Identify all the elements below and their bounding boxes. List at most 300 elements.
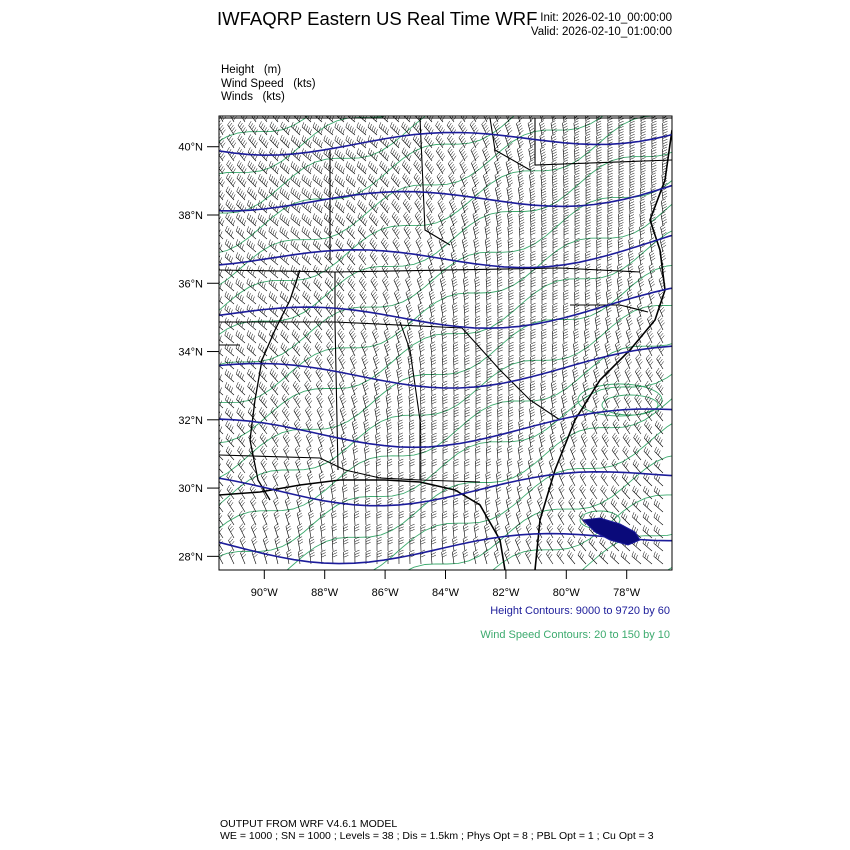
wind-barb-flag [222, 194, 225, 198]
wind-barb-flag [365, 155, 367, 160]
wind-barb-flag [282, 293, 284, 298]
wind-barb-flag [597, 186, 602, 188]
wind-barb-flag [629, 258, 633, 260]
wind-barb-flag [426, 199, 429, 203]
wind-barb-flag [454, 310, 458, 312]
wind-barb-flag [349, 303, 352, 307]
wind-barb-flag [574, 121, 579, 123]
wind-barb-flag [464, 258, 468, 261]
wind-barb-flag [232, 127, 235, 131]
wind-barb-flag [439, 151, 442, 155]
wind-barb-flag [376, 181, 378, 186]
wind-barb-flag [419, 205, 422, 209]
wind-barb-flag [630, 186, 635, 188]
wind-barb-flag [341, 167, 343, 172]
wind-barb-flag [280, 135, 282, 140]
wind-barb-flag [280, 188, 282, 193]
wind-barb-flag [487, 373, 492, 375]
wind-barb-flag [564, 282, 569, 284]
wind-barb-flag [436, 147, 439, 151]
wind-barb-flag [326, 111, 328, 116]
wind-barb-flag [438, 199, 441, 203]
wind-barb-flag [443, 371, 448, 373]
wind-barb-flag [641, 147, 646, 149]
wind-barb-flag [215, 239, 217, 244]
wind-barb-flag [473, 125, 476, 129]
wind-barb-flag [541, 175, 546, 177]
wind-barb-flag [575, 259, 580, 261]
wind-barb-flag [453, 316, 457, 318]
wind-barb-flag [368, 148, 370, 153]
wind-barb-flag [420, 368, 424, 370]
wind-barb-flag [465, 360, 470, 362]
wind-barb-flag [453, 208, 457, 211]
wind-barb-flag [608, 256, 613, 258]
wind-barb-flag [295, 165, 297, 170]
wind-barb-flag [597, 210, 602, 212]
wind-barb-flag [406, 240, 409, 244]
wind-barb-flag [663, 113, 668, 115]
wind-barb-flag [635, 368, 638, 372]
wind-barb-flag [408, 205, 411, 209]
wind-barb [282, 386, 289, 396]
wind-barb-flag [617, 277, 621, 280]
wind-barb-flag [641, 158, 646, 160]
wind-barb-flag [509, 389, 514, 391]
wind-barb-flag [619, 132, 624, 134]
wind-barb-flag [238, 280, 240, 285]
wind-barb-flag [641, 171, 646, 173]
wind-barb-flag [247, 200, 249, 205]
wind-barb-flag [247, 356, 249, 361]
wind-barb-flag [233, 194, 235, 198]
wind-barb-flag [531, 251, 536, 253]
wind-barb [405, 254, 410, 265]
wind-barb-flag [531, 196, 536, 198]
wind-barb-flag [286, 310, 288, 315]
wind-barb-flag [259, 382, 261, 386]
wind-barb-flag [229, 295, 231, 300]
wind-barb-flag [508, 227, 513, 229]
wind-barb-flag [375, 383, 379, 386]
wind-barb [370, 255, 377, 265]
wind-barb-flag [275, 193, 277, 198]
wind-barb-flag [473, 212, 477, 215]
wind-barb-flag [519, 178, 523, 181]
wind-barb-flag [431, 297, 435, 300]
wind-barb-flag [343, 168, 345, 173]
wind-barb-flag [638, 372, 641, 376]
wind-barb-flag [338, 254, 340, 259]
wind-barb-flag [419, 232, 422, 236]
wind-barb-flag [386, 284, 389, 288]
wind-barb-flag [486, 217, 490, 220]
wind-barb-flag [242, 192, 244, 197]
wind-barb-flag [419, 192, 422, 196]
wind-barb-flag [249, 332, 251, 337]
wind-barb-flag [449, 149, 452, 153]
wind-barb-flag [608, 147, 613, 149]
wind-barb-flag [379, 109, 381, 114]
wind-barb-flag [307, 359, 310, 363]
wind-barb-flag [619, 243, 624, 245]
wind-barb-flag [509, 332, 514, 334]
wind-barb-flag [574, 375, 578, 378]
wind-barb-flag [369, 213, 371, 217]
wind-barb-flag [519, 193, 523, 195]
wind-barb-flag [465, 337, 470, 339]
wind-barb-flag [372, 329, 376, 332]
wind-barb-flag [383, 126, 385, 131]
wind-barb-flag [295, 308, 297, 313]
wind-barb-flag [404, 175, 407, 179]
wind-barb-flag [357, 161, 359, 166]
wind-barb-flag [606, 344, 610, 347]
wind-barb-flag [531, 316, 536, 318]
wind-barb-flag [363, 257, 366, 261]
wind-barb-flag [215, 200, 217, 204]
wind-barb-flag [630, 194, 635, 196]
wind-barb-flag [517, 123, 521, 126]
wind-barb-flag [443, 337, 447, 339]
wind-barb-flag [564, 230, 569, 232]
wind-barb [464, 318, 465, 330]
wind-barb-flag [295, 383, 298, 387]
wind-barb-flag [251, 230, 253, 235]
wind-barb-flag [238, 254, 240, 259]
wind-barb-flag [551, 108, 555, 111]
wind-barb-flag [275, 374, 277, 379]
wind-barb-flag [509, 373, 514, 375]
wind-barb-flag [483, 147, 487, 150]
wind-barb-flag [315, 137, 317, 142]
wind-barb [328, 397, 333, 408]
wind-barb-flag [531, 207, 535, 209]
wind-barb-flag [509, 269, 514, 271]
wind-barb-flag [393, 176, 395, 180]
wind-barb-flag [417, 138, 419, 143]
wind-barb-flag [370, 111, 372, 116]
wind-barb-flag [317, 282, 319, 287]
wind-barb-flag [354, 181, 356, 186]
wind-barb-flag [409, 221, 412, 225]
wind-barb-flag [237, 174, 239, 179]
wind-barb-flag [317, 394, 320, 398]
wind-barb-flag [639, 238, 643, 240]
wind-barb-flag [584, 329, 588, 331]
wind-barb-flag [418, 229, 421, 233]
wind-barb-flag [442, 344, 446, 346]
wind-barb-flag [495, 112, 498, 116]
wind-barb-flag [317, 269, 319, 274]
wind-barb-flag [421, 376, 426, 378]
wind-barb-flag [564, 225, 569, 227]
wind-barb-flag [542, 168, 546, 170]
wind-barb [271, 399, 278, 408]
wind-barb-flag [316, 293, 318, 297]
wind-barb [475, 305, 476, 317]
wind-barb [347, 256, 355, 265]
wind-barb-flag [615, 341, 619, 344]
wind-barb-flag [447, 108, 450, 112]
wind-barb-flag [447, 134, 450, 138]
wind-barb-flag [454, 347, 459, 349]
wind-barb-flag [443, 381, 448, 383]
wind-barb-flag [284, 347, 286, 352]
wind-barb-flag [542, 329, 547, 331]
wind-barb-flag [528, 110, 532, 113]
wind-barb-flag [269, 330, 271, 335]
wind-barb-flag [374, 167, 376, 172]
wind-barb-flag [585, 362, 589, 365]
wind-barb-flag [450, 125, 453, 129]
wind-barb-flag [384, 229, 387, 233]
wind-barb [214, 322, 223, 330]
wind-barb-flag [487, 386, 492, 388]
wind-barb-flag [520, 363, 525, 365]
wind-barb-flag [408, 307, 412, 310]
wind-barb-flag [275, 387, 277, 391]
wind-barb-flag [542, 337, 547, 339]
wind-barb-flag [663, 150, 668, 152]
wind-barb-flag [370, 238, 373, 242]
wind-barb-flag [465, 298, 469, 300]
wind-barb-flag [509, 319, 514, 321]
wind-barb-flag [363, 394, 367, 397]
wind-barb-flag [328, 152, 330, 157]
wind-barb-flag [227, 160, 230, 164]
wind-barb-flag [342, 349, 345, 353]
wind-barb-flag [552, 373, 557, 375]
wind-barb-flag [404, 150, 406, 155]
wind-barb-flag [398, 349, 402, 352]
wind-barb-flag [280, 227, 282, 232]
wind-barb-flag [386, 333, 390, 336]
wind-barb-flag [496, 225, 500, 227]
wind-barb-flag [539, 108, 543, 111]
wind-barb-flag [575, 311, 580, 313]
wind-barb-flag [553, 155, 558, 157]
wind-barb-flag [304, 267, 306, 272]
wind-barb-flag [216, 332, 218, 337]
wind-barb [585, 318, 586, 330]
wind-barb-flag [508, 167, 512, 170]
wind-barb-flag [564, 212, 569, 214]
wind-barb-flag [608, 121, 613, 123]
wind-barb-flag [225, 395, 227, 400]
wind-barb-flag [295, 230, 297, 235]
wind-barb-flag [339, 344, 342, 348]
wind-barb-flag [338, 342, 341, 346]
wind-barb-flag [218, 108, 221, 112]
wind-barb-flag [398, 336, 402, 339]
wind-barb-flag [597, 129, 602, 131]
wind-barb-flag [575, 228, 580, 230]
wind-barb-flag [564, 269, 569, 271]
wind-barb-flag [520, 368, 525, 370]
wind-barb [453, 318, 454, 330]
wind-barb-flag [249, 306, 251, 311]
wind-barb-flag [277, 116, 279, 120]
wind-barb-flag [358, 213, 360, 218]
wind-barb-flag [641, 150, 646, 152]
wind-barb-flag [564, 293, 569, 295]
wind-barb-flag [335, 136, 337, 141]
wind-barb-flag [365, 401, 369, 404]
wind-barb-flag [628, 362, 632, 366]
wind-barb [281, 347, 289, 356]
wind-barb-flag [597, 207, 602, 209]
wind-barb-flag [509, 282, 514, 284]
wind-barb-flag [649, 279, 653, 282]
wind-barb-flag [348, 124, 350, 129]
wind-barb-flag [350, 139, 352, 144]
wind-barb-flag [540, 123, 544, 126]
wind-barb-flag [628, 388, 631, 392]
wind-barb-flag [326, 254, 328, 259]
wind-barb-flag [253, 166, 255, 171]
wind-barb-flag [497, 227, 501, 229]
wind-barb-flag [507, 151, 511, 154]
wind-barb-flag [465, 311, 470, 313]
wind-barb-flag [574, 329, 579, 331]
wind-barb-flag [564, 290, 569, 292]
wind-barb-flag [641, 165, 646, 167]
wind-barb-flag [619, 204, 624, 206]
wind-barb-flag [584, 357, 588, 360]
wind-barb-flag [359, 111, 361, 116]
wind-barb-flag [475, 156, 479, 160]
wind-barb-flag [542, 233, 547, 235]
wind-barb-flag [340, 393, 344, 396]
wind-barb-flag [341, 154, 343, 159]
wind-barb-flag [475, 256, 479, 259]
wind-barb-flag [542, 144, 546, 147]
wind-barb-flag [416, 175, 419, 179]
wind-barb-flag [432, 363, 436, 365]
wind-barb-flag [630, 163, 635, 165]
wind-barb [397, 396, 399, 408]
wind-barb-flag [262, 191, 264, 196]
wind-barb-flag [487, 285, 492, 287]
wind-barb-flag [427, 212, 430, 216]
wind-barb-flag [585, 375, 589, 378]
wind-barb-flag [361, 178, 363, 183]
wind-barb-flag [297, 335, 299, 340]
wind-barb-flag [352, 128, 354, 133]
wind-barb-flag [426, 149, 429, 153]
wind-barb-flag [553, 194, 558, 196]
wind-barb-flag [332, 181, 334, 186]
wind-barb-flag [273, 347, 275, 352]
wind-barb-flag [436, 134, 439, 138]
wind-barb-flag [553, 350, 558, 352]
wind-barb-flag [520, 373, 525, 375]
wind-barb-flag [450, 188, 453, 192]
wind-barb-flag [335, 123, 337, 128]
wind-barb-flag [277, 181, 279, 186]
wind-barb-flag [236, 382, 238, 387]
wind-barb-flag [306, 370, 309, 374]
wind-barb-flag [661, 310, 665, 314]
wind-barb-flag [429, 127, 431, 131]
wind-barb-flag [641, 113, 646, 115]
wind-barb-flag [430, 206, 433, 210]
wind-barb [417, 267, 421, 278]
wind-barb-flag [641, 222, 646, 224]
wind-barb-flag [597, 191, 602, 193]
wind-barb-flag [417, 164, 420, 168]
wind-barb-flag [428, 201, 431, 205]
wind-barb-flag [641, 178, 646, 180]
wind-barb-flag [376, 362, 380, 365]
wind-barb-flag [251, 295, 253, 300]
wind-barb-flag [325, 278, 327, 282]
wind-barb-flag [426, 136, 429, 140]
wind-barb-flag [475, 282, 479, 284]
wind-barb-flag [438, 136, 441, 140]
wind-barb [383, 293, 388, 304]
wind-barb-flag [417, 227, 420, 231]
wind-barb-flag [465, 373, 470, 375]
wind-barb-flag [629, 215, 634, 217]
wind-barb-flag [383, 303, 387, 307]
wind-barb-flag [465, 363, 470, 365]
wind-barb-flag [403, 173, 406, 177]
wind-barb-flag [498, 316, 503, 318]
wind-speed-contour [139, 0, 799, 255]
wind-barb-flag [652, 152, 657, 154]
wind-barb-flag [520, 384, 525, 386]
wind-barb-flag [608, 176, 613, 178]
wind-barb-flag [247, 343, 249, 348]
wind-barb-flag [531, 264, 536, 266]
wind-barb-flag [485, 190, 489, 193]
wind-barb [270, 386, 278, 395]
wind-barb-flag [441, 279, 445, 282]
wind-barb-flag [660, 333, 663, 337]
wind-barb-flag [640, 217, 644, 219]
wind-barb-flag [453, 297, 457, 300]
wind-barb-flag [302, 188, 304, 193]
wind-barb-flag [328, 204, 330, 209]
wind-barb-flag [553, 183, 558, 185]
wind-barb-flag [299, 129, 301, 134]
wind-barb-flag [229, 386, 231, 391]
wind-barb-flag [541, 383, 546, 385]
wind-barb-flag [282, 124, 284, 129]
wind-barb-flag [495, 173, 499, 176]
wind-barb-flag [376, 388, 380, 391]
wind-barb-flag [463, 127, 466, 131]
wind-barb-flag [553, 230, 558, 232]
wind-barb-flag [372, 165, 374, 170]
wind-barb-flag [520, 306, 525, 308]
wind-barb-flag [619, 220, 624, 222]
wind-barb [442, 370, 443, 382]
wind-barb-flag [586, 186, 591, 188]
wind-barb-flag [597, 147, 602, 149]
wind-barb [574, 318, 575, 330]
wind-barb-flag [417, 240, 420, 244]
wind-barb-flag [431, 116, 433, 121]
wind-barb-flag [222, 220, 224, 225]
wind-barb-flag [346, 149, 348, 154]
wind-barb-flag [586, 254, 591, 256]
wind-barb-flag [606, 290, 610, 292]
wind-barb-flag [321, 155, 323, 160]
wind-barb-flag [304, 280, 306, 285]
